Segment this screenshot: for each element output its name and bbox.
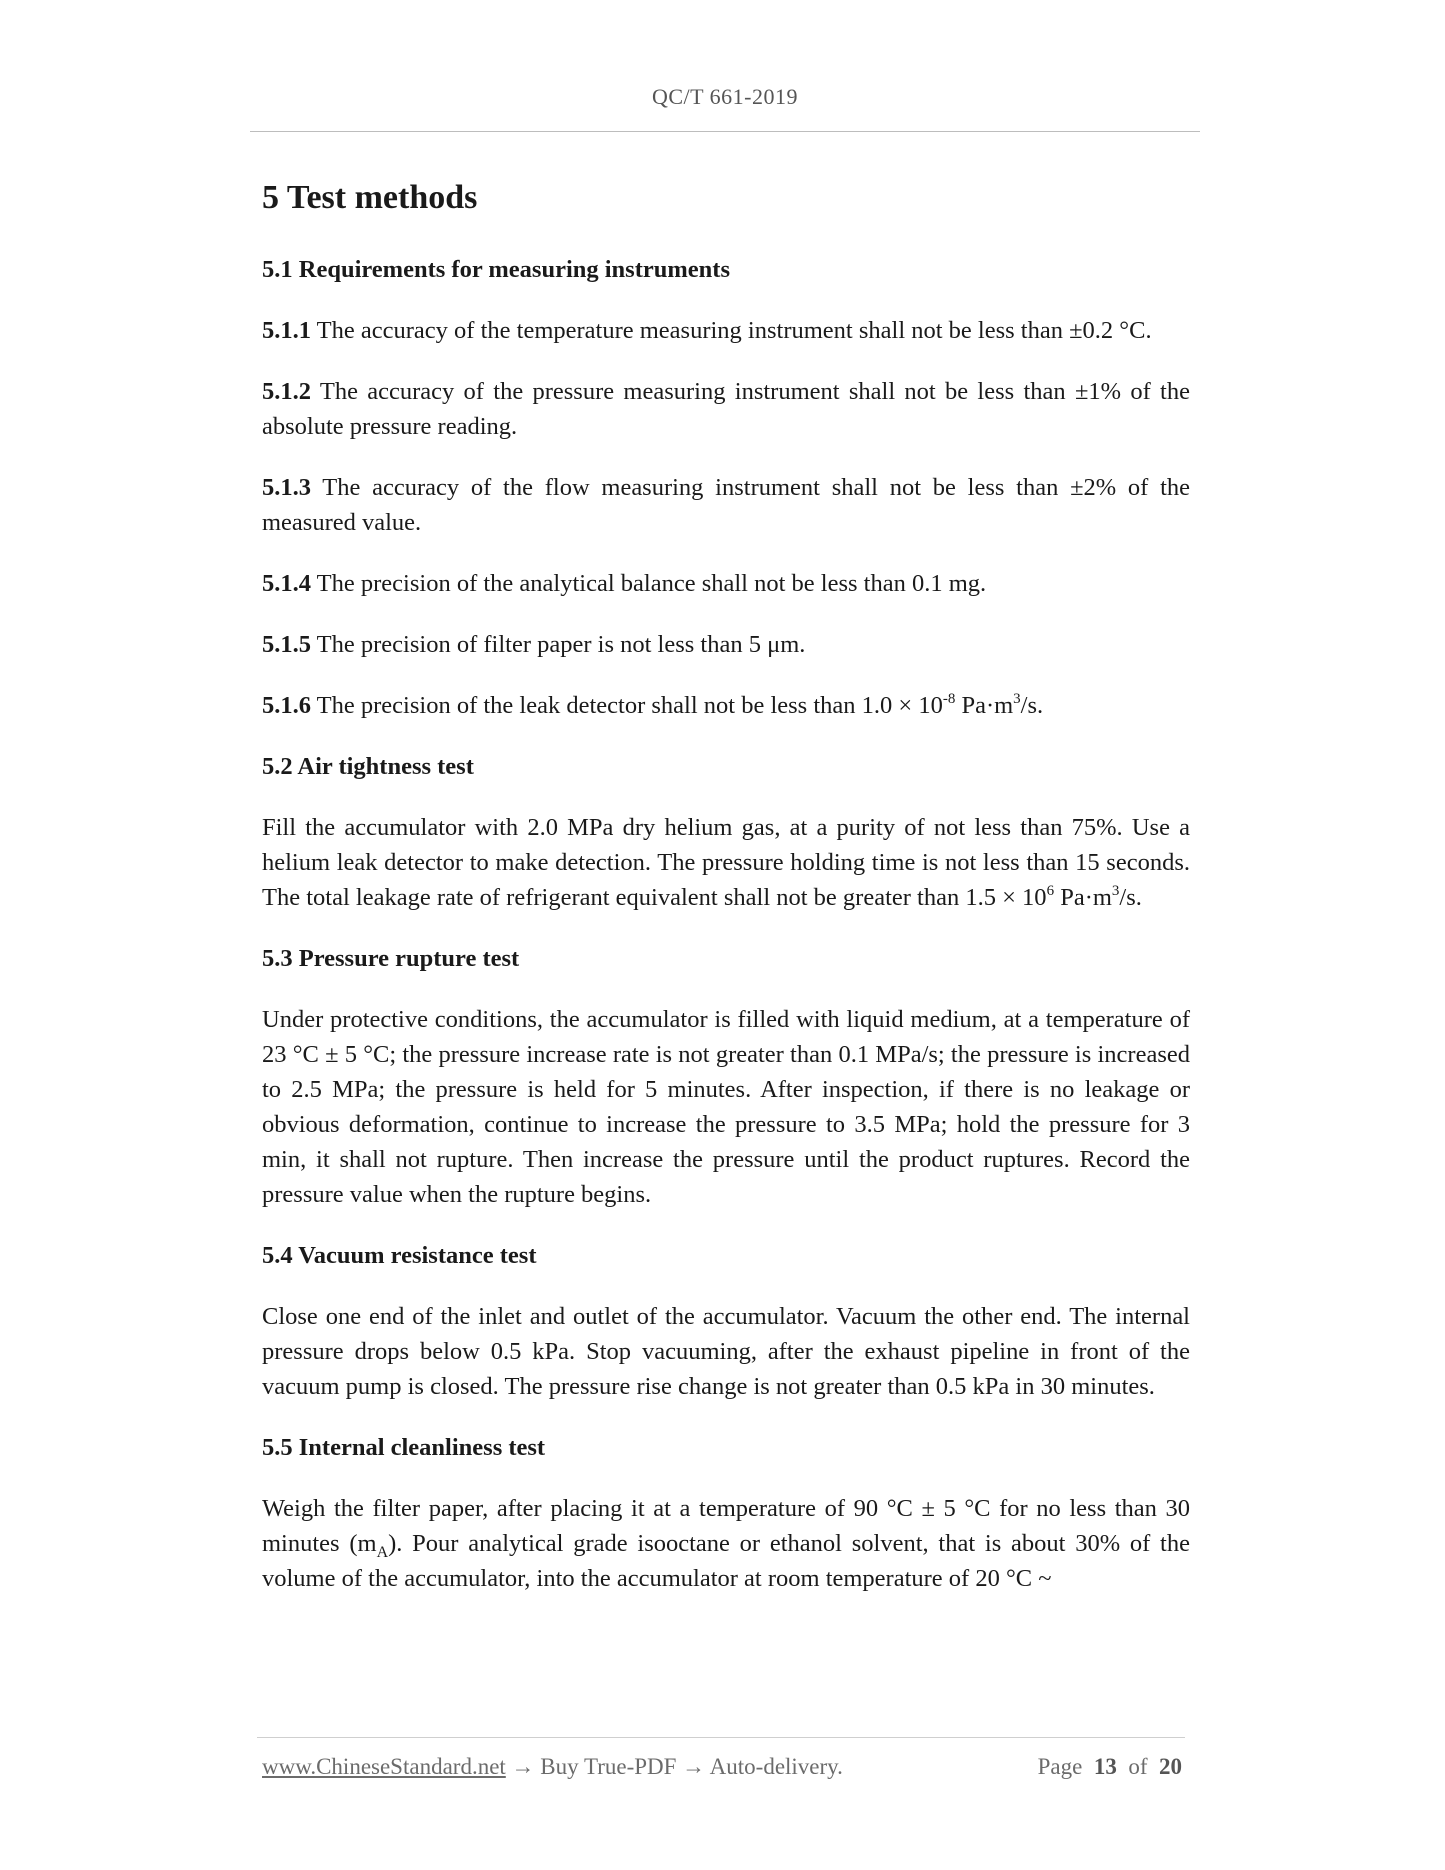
clause-text: The precision of filter paper is not less than 5 μm. (311, 631, 806, 658)
clause-text: The accuracy of the pressure measuring instrument shall not be less than ±1% of the absolute pressure reading. (262, 378, 1190, 440)
clause-text: The precision of the leak detector shall not be less than 1.0 × 10 (311, 692, 943, 719)
clause-5-1-5 (262, 627, 1190, 662)
paragraph-5-5 (262, 1491, 1190, 1596)
subsection-heading-5-2: 5.2 Air tightness test (262, 753, 474, 780)
clause-number: 5.1.6 (262, 692, 311, 719)
page-footer (262, 1754, 1182, 1780)
clause-text-tail: /s. (1020, 692, 1044, 719)
clause-text: The accuracy of the temperature measuring instrument shall not be less than ±0.2 °C. (311, 317, 1152, 344)
clause-text: The precision of the analytical balance shall not be less than 0.1 mg. (311, 570, 987, 597)
clause-text: The accuracy of the flow measuring instrument shall not be less than ±2% of the measured value. (262, 474, 1190, 536)
of-label: of (1128, 1754, 1148, 1779)
paragraph-5-4: Close one end of the inlet and outlet of the accumulator. Vacuum the other end. The internal pressure drops below 0.5 kPa. Stop vacuuming, after the exhaust pipeline in front of the vacuum pump is closed. The pressure rise change is not greater than 0.5 kPa in 30 minutes. (262, 1303, 1190, 1400)
subscript: A (376, 1543, 389, 1561)
exponent: -8 (942, 690, 956, 707)
subsection-heading-5-1: 5.1 Requirements for measuring instruments (262, 256, 730, 283)
clause-number: 5.1.1 (262, 317, 311, 344)
subsection-heading-5-4: 5.4 Vacuum resistance test (262, 1242, 537, 1269)
running-header: QC/T 661-2019 (651, 84, 799, 109)
clause-number: 5.1.2 (262, 378, 311, 405)
paragraph-text: Weigh the filter paper, after placing it at a temperature of 90 °C ± 5 °C for no less than 30 minutes (m (262, 1495, 1190, 1557)
paragraph-text-tail: /s. (1119, 884, 1142, 911)
page-number: 13 (1093, 1754, 1117, 1779)
footer-promo-text: → Buy True-PDF → Auto-delivery. (505, 1754, 843, 1779)
exponent: 6 (1046, 882, 1055, 899)
paragraph-text: Fill the accumulator with 2.0 MPa dry helium gas, at a purity of not less than 75%. Use a helium leak detector to make detection. The pressure holding time is not less than 15 seconds. The total leakage rate of refrigerant equivalent shall not be greater than 1.5 × 10 (262, 814, 1190, 911)
paragraph-text-unit: Pa·m (1054, 884, 1112, 911)
section-title: 5 Test methods (262, 179, 478, 216)
clause-5-1-4 (262, 566, 1190, 601)
page-total: 20 (1159, 1754, 1182, 1779)
paragraph-5-3: Under protective conditions, the accumulator is filled with liquid medium, at a temperature of 23 °C ± 5 °C; the pressure increase rate is not greater than 0.1 MPa/s; the pressure is increased to 2.5 MPa; the pressure is held for 5 minutes. After inspection, if there is no leakage or obvious deformation, continue to increase the pressure to 3.5 MPa; hold the pressure for 3 min, it shall not rupture. Then increase the pressure until the product ruptures. Record the pressure value when the rupture begins. (262, 1006, 1190, 1208)
paragraph-text-tail: ). Pour analytical grade isooctane or ethanol solvent, that is about 30% of the volume of the accumulator, into the accumulator at room temperature of 20 °C ~ (262, 1530, 1190, 1592)
page-label: Page (1037, 1754, 1083, 1779)
clause-5-1-3 (262, 470, 1190, 540)
page-body (262, 170, 1190, 1622)
clause-number: 5.1.3 (262, 474, 311, 501)
clause-number: 5.1.4 (262, 570, 311, 597)
paragraph-5-2 (262, 810, 1190, 915)
clause-5-1-2 (262, 374, 1190, 444)
clause-5-1-1 (262, 313, 1190, 348)
header-divider (250, 131, 1200, 132)
page-indicator (1038, 1754, 1182, 1780)
exponent: 3 (1013, 690, 1021, 707)
clause-5-1-6 (262, 688, 1190, 723)
footer-divider (257, 1737, 1185, 1738)
subsection-heading-5-5: 5.5 Internal cleanliness test (262, 1434, 546, 1461)
exponent: 3 (1111, 882, 1120, 899)
subsection-heading-5-3: 5.3 Pressure rupture test (262, 945, 520, 972)
site-link[interactable]: www.ChineseStandard.net (262, 1754, 506, 1779)
clause-number: 5.1.5 (262, 631, 311, 658)
clause-text-unit: Pa·m (955, 692, 1014, 719)
